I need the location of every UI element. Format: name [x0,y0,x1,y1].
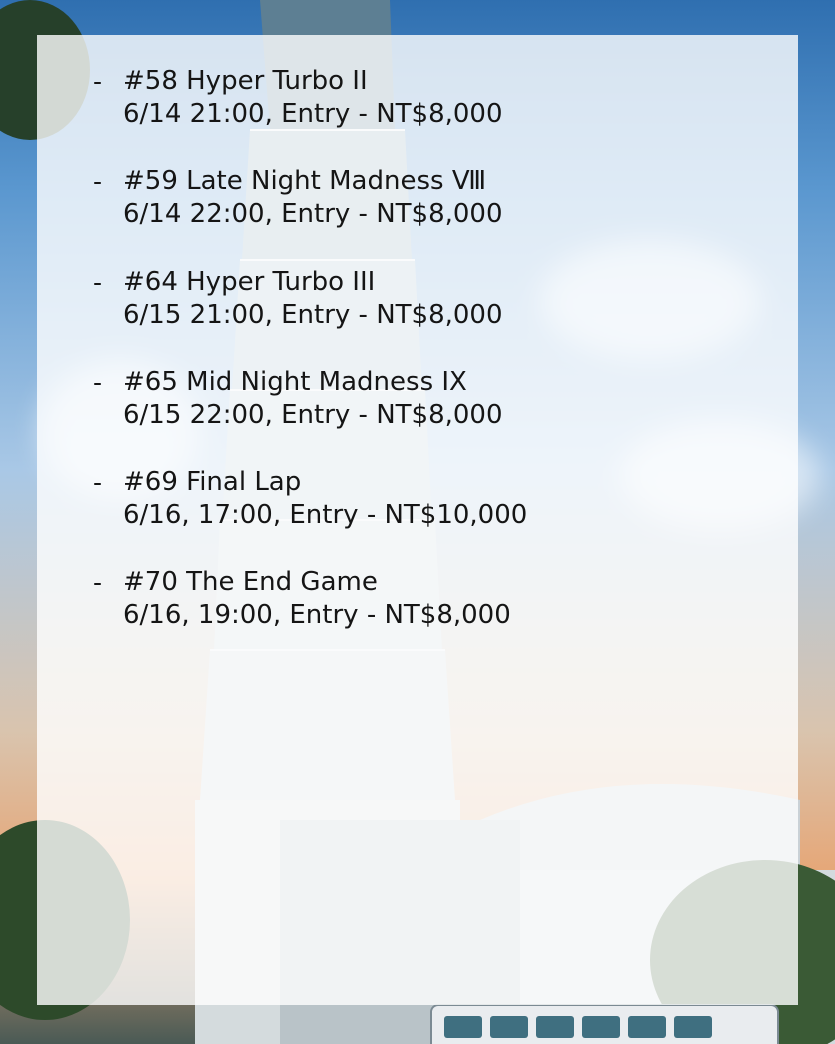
bullet-dash: - [93,167,103,197]
schedule-panel [37,35,798,1005]
bullet-dash: - [93,367,103,397]
bus-window [582,1016,620,1038]
bus [430,1004,779,1044]
event-details: 6/14 22:00, Entry - NT$8,000 [123,199,503,230]
bullet-dash: - [93,468,103,498]
event-details: 6/14 21:00, Entry - NT$8,000 [123,99,503,129]
bus-window [536,1016,574,1038]
bus-window [674,1016,712,1038]
event-title: #64 Hyper Turbo III [123,266,376,297]
event-item [37,65,798,165]
event-title: #69 Final Lap [123,467,302,498]
bus-window [628,1016,666,1038]
event-details: 6/15 21:00, Entry - NT$8,000 [123,299,503,330]
bus-window [490,1016,528,1038]
event-title: #65 Mid Night Madness IX [123,366,467,397]
bullet-dash: - [93,568,103,598]
event-item [37,266,798,366]
event-details: 6/15 22:00, Entry - NT$8,000 [123,399,503,430]
event-title: #59 Late Night Madness Ⅷ [123,166,487,197]
bus-window [444,1016,482,1038]
event-details: 6/16, 19:00, Entry - NT$8,000 [123,600,511,631]
bullet-dash: - [93,67,103,96]
event-item [37,366,798,466]
event-list [37,65,798,667]
event-item [37,566,798,666]
bullet-dash: - [93,267,103,297]
event-title: #58 Hyper Turbo II [123,66,368,96]
event-title: #70 The End Game [123,567,378,598]
event-item [37,165,798,265]
event-item [37,466,798,566]
event-details: 6/16, 17:00, Entry - NT$10,000 [123,500,528,531]
